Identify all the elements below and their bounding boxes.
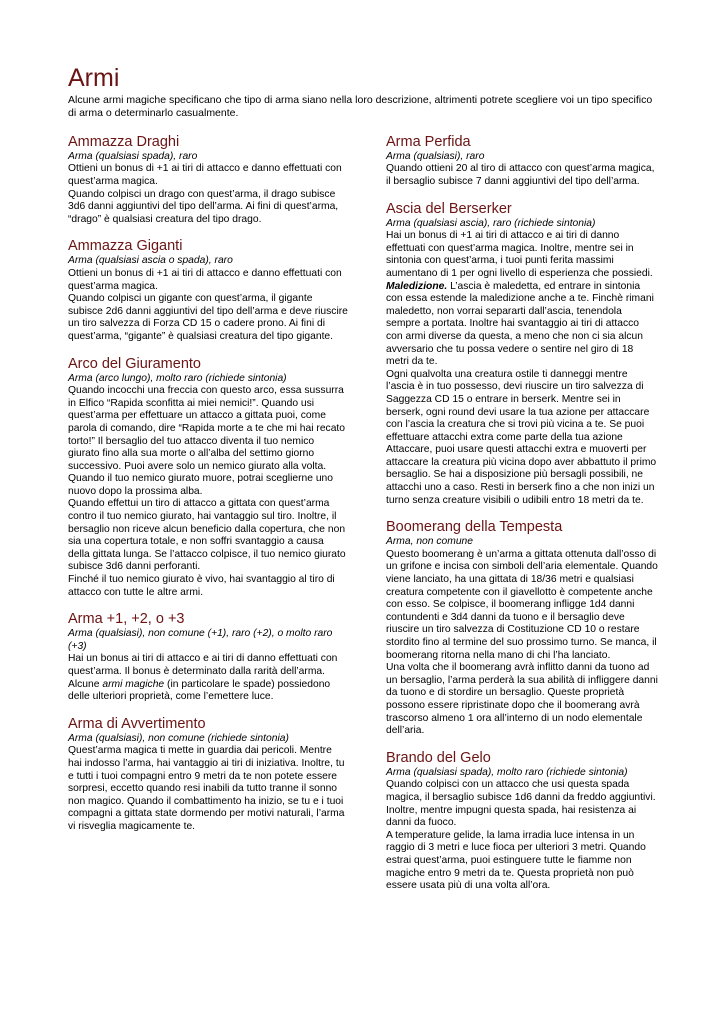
item-paragraph: Quando colpisci un gigante con quest’arma, il gigante subisce 2d6 danni aggiuntivi del tipo dell’arma e deve riuscire un tiro salvezza di Forza CD 15 o cadere prono. Ai fini di quest’arma, “gigante” è qualsiasi creatura del tipo gigante. bbox=[68, 293, 348, 342]
item-ammazza-giganti bbox=[68, 237, 348, 343]
item-type: Arma (qualsiasi ascia), raro (richiede sintonia) bbox=[386, 217, 596, 229]
item-title: Ammazza Giganti bbox=[68, 238, 183, 255]
item-title: Arma +1, +2, o +3 bbox=[68, 611, 185, 628]
item-type: Arma (qualsiasi spada), molto raro (richiede sintonia) bbox=[386, 766, 628, 778]
item-paragraph: Quando incocchi una freccia con questo arco, essa sussurra in Elfico “Rapida sconfitta ai miei nemici!”. Quando usi quest’arma per effettuare un attacco a gittata puoi, come parola di comando, dire “Rapida morte a te che mi hai recato torto!” Il bersaglio del tuo attacco diventa il tuo nemico giurato fino alla sua morte o all’alba del settimo giorno successivo. Puoi avere solo un nemico giurato alla volta. Quando il tuo nemico giurato muore, potrai sceglierne uno nuovo dopo la prossima alba. bbox=[68, 385, 346, 497]
item-title: Ammazza Draghi bbox=[68, 133, 180, 150]
item-paragraph: Una volta che il boomerang avrà inflitto danni da tuono ad un bersaglio, l’arma perderà la sua abilità di infliggere danni da tuono e di stordire un bersaglio. Queste proprietà possono essere ripristinate dopo che il boomerang avrà trascorso almeno 1 ora all’interno di un nodo elementale dell’aria. bbox=[386, 662, 658, 737]
item-paragraph: Hai un bonus ai tiri di attacco e ai tiri di danno effettuati con quest’arma. Il bonus è determinato dalla rarità dell’arma. bbox=[68, 653, 338, 677]
curse-text: L’ascia è maledetta, ed entrare in sintonia con essa estende la maledizione anche a te. Finchè rimani maledetto, non vorrai separarti dall’ascia, tenendola sempre a portata. Inoltre hai svantaggio ai tiri di attacco con armi diverse da questa, a meno che non ci sia alcun avversario che tu possa vedere o sentire nel giro di 18 metri da te. bbox=[386, 280, 654, 368]
item-type: Arma (qualsiasi ascia o spada), raro bbox=[68, 255, 233, 267]
item-title: Arco del Giuramento bbox=[68, 355, 201, 372]
page-title: Armi bbox=[68, 64, 120, 92]
right-column bbox=[386, 133, 658, 904]
item-brando-del-gelo bbox=[386, 749, 658, 893]
item-title: Arma Perfida bbox=[386, 133, 471, 150]
item-paragraph: Quando ottieni 20 al tiro di attacco con quest’arma magica, il bersaglio subisce 7 danni aggiuntivi del tipo dell’arma. bbox=[386, 163, 655, 187]
item-title: Boomerang della Tempesta bbox=[386, 519, 563, 536]
item-paragraph: Finché il tuo nemico giurato è vivo, hai svantaggio al tiro di attacco con tutte le altre armi. bbox=[68, 574, 335, 598]
item-paragraph bbox=[386, 281, 658, 369]
item-arco-del-giuramento bbox=[68, 355, 348, 600]
item-paragraph: Quest’arma magica ti mette in guardia dai pericoli. Mentre hai indosso l’arma, hai vantaggio ai tiri di iniziativa. Inoltre, tu e tutti i tuoi compagni entro 9 metri da te non potete essere sorpresi, eccetto quando resi inabili da tutto tranne il sonno non magico. Quando il combattimento ha inizio, se tu e i tuoi compagni a gittata state dormendo per motivi naturali, l’arma vi risveglia magicamente te. bbox=[68, 745, 345, 832]
item-paragraph: Ottieni un bonus di +1 ai tiri di attacco e danno effettuati con quest’arma magica. bbox=[68, 163, 342, 187]
curse-label: Maledizione. bbox=[386, 280, 448, 292]
item-type: Arma (qualsiasi spada), raro bbox=[68, 150, 198, 162]
item-paragraph: Quando colpisci un drago con quest’arma, il drago subisce 3d6 danni aggiuntivi del tipo dell’arma. Ai fini di quest’arma, “drago” è qualsiasi creatura del tipo drago. bbox=[68, 188, 339, 225]
item-title: Arma di Avvertimento bbox=[68, 715, 206, 732]
item-title: Brando del Gelo bbox=[386, 749, 491, 766]
item-type: Arma (qualsiasi), non comune (+1), raro (+2), o molto raro (+3) bbox=[68, 628, 333, 652]
item-paragraph: Quando colpisci con un attacco che usi questa spada magica, il bersaglio subisce 1d6 danni da freddo aggiuntivi. Inoltre, mentre impugni questa spada, hai resistenza ai danni da fuoco. bbox=[386, 779, 656, 829]
item-paragraph bbox=[68, 679, 348, 704]
item-type: Arma (qualsiasi), raro bbox=[386, 150, 485, 162]
item-paragraph: Ottieni un bonus di +1 ai tiri di attacco e danno effettuati con quest’arma magica. bbox=[68, 267, 342, 292]
two-column-layout bbox=[68, 133, 658, 904]
item-ammazza-draghi bbox=[68, 133, 348, 227]
item-type: Arma (arco lungo), molto raro (richiede sintonia) bbox=[68, 372, 287, 384]
text-span: (in particolare le spade) possiedono delle ulteriori proprietà, come l’emettere luce. bbox=[68, 678, 331, 703]
item-arma-bonus bbox=[68, 610, 348, 704]
item-ascia-del-berserker bbox=[386, 200, 658, 508]
document-page bbox=[68, 62, 658, 904]
item-paragraph: Quando effettui un tiro di attacco a gittata con quest’arma contro il tuo nemico giurato, hai vantaggio sul tiro. Inoltre, il bersaglio non riceve alcun beneficio dalla copertura, che non sia una copertura totale, e non soffri svantaggio a causa della gittata lunga. Se l’attacco colpisce, il tuo nemico giurato subisce 3d6 danni perforanti. bbox=[68, 498, 346, 573]
item-arma-di-avvertimento bbox=[68, 715, 348, 834]
item-type: Arma, non comune bbox=[386, 536, 473, 548]
item-paragraph: A temperature gelide, la lama irradia luce intensa in un raggio di 3 metri e luce fioca per ulteriori 3 metri. Quando estrai quest’arma, puoi estinguere tutte le fiamme non magiche entro 9 metri da te. Questa proprietà non può essere usata più di una volta all’ora. bbox=[386, 829, 646, 892]
item-boomerang-della-tempesta bbox=[386, 518, 658, 738]
item-arma-perfida bbox=[386, 133, 658, 189]
intro-text: Alcune armi magiche specificano che tipo di arma siano nella loro descrizione, altrimenti potrete scegliere voi un tipo specifico di arma o determinarlo casualmente. bbox=[68, 94, 653, 120]
item-paragraph: Ogni qualvolta una creatura ostile ti danneggi mentre l’ascia è in tuo possesso, devi riuscire un tiro salvezza di Saggezza CD 15 o entrare in berserk. Mentre sei in berserk, ogni round devi usare la tua azione per attaccare con l’ascia la creatura che si trovi più vicina a te. Se puoi effettuare attacchi extra come parte della tua azione Attaccare, puoi usare questi attacchi extra e muoverti per attaccare la creatura più vicina dopo aver abbattuto il primo bersaglio. Se hai a disposizione più bersagli possibili, ne attacchi uno a caso. Resti in berserk fino a che non inizi un turno senza creature visibili o udibili entro 18 metri da te. bbox=[386, 368, 657, 506]
left-column bbox=[68, 133, 348, 904]
item-type: Arma (qualsiasi), non comune (richiede sintonia) bbox=[68, 732, 289, 744]
emphasis-text: armi magiche bbox=[102, 678, 165, 690]
text-span: Alcune bbox=[68, 678, 103, 690]
item-paragraph: Hai un bonus di +1 ai tiri di attacco e ai tiri di danno effettuati con quest’arma magica. Inoltre, mentre sei in sintonia con quest’arma, i tuoi punti ferita massimi aumentano di 1 per ogni livello di esperienza che possiedi. bbox=[386, 230, 653, 279]
item-title: Ascia del Berserker bbox=[386, 200, 512, 217]
item-paragraph: Questo boomerang è un’arma a gittata ottenuta dall’osso di un grifone e incisa con simboli dell’aria elementale. Quando viene lanciato, ha una gittata di 18/36 metri e qualsiasi creatura competente con il giavellotto è competente anche con esso. Se colpisce, il boomerang infligge 1d4 danni contundenti e 3d4 danni da tuono e il bersaglio deve riuscire un tiro salvezza di Costituzione CD 10 o restare stordito fino al termine del suo prossimo turno. Se manca, il boomerang ritorna nella mano di chi l’ha lanciato. bbox=[386, 548, 658, 661]
